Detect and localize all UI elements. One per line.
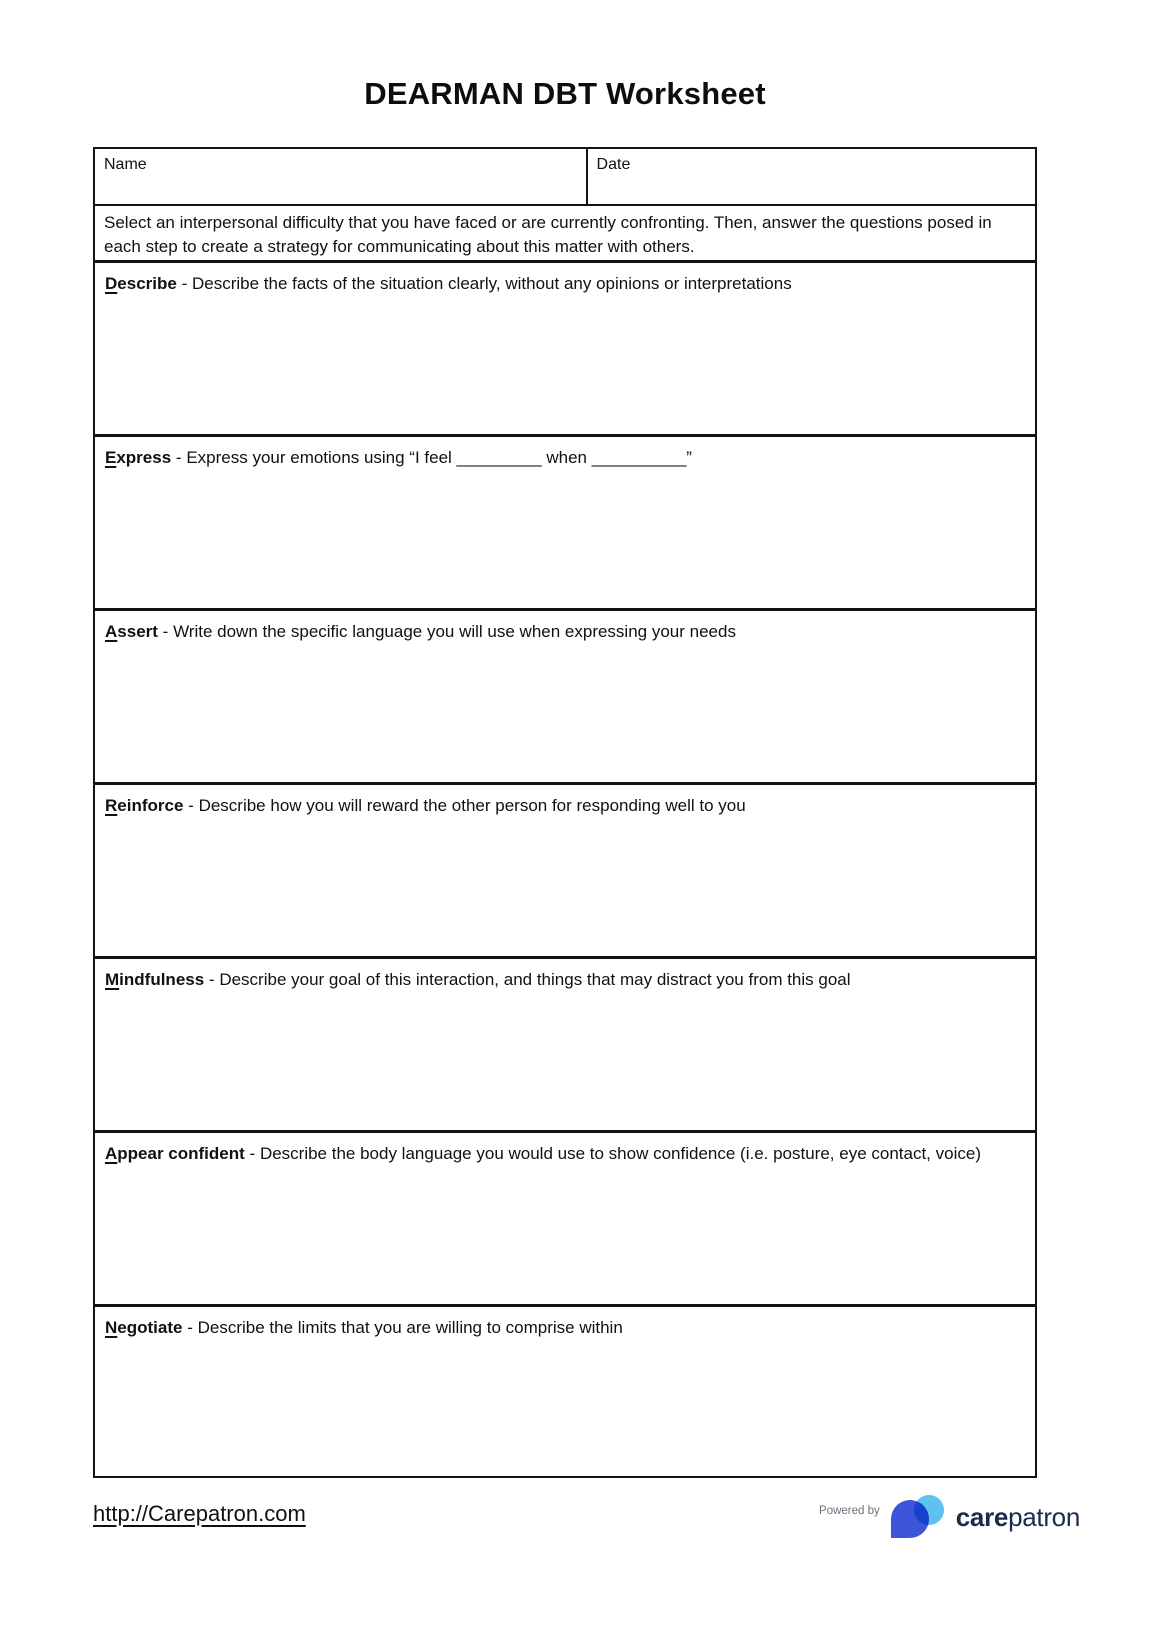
section-separator: - — [162, 622, 169, 641]
section-description: Describe the body language you would use to show confidence (i.e. posture, eye contact, voice) — [259, 1144, 981, 1163]
section-letter: A — [105, 1144, 118, 1163]
section-title — [105, 970, 204, 989]
date-input[interactable] — [597, 174, 1026, 200]
page-title: DEARMAN DBT Worksheet — [364, 76, 766, 111]
section-title-rest: egotiate — [117, 1318, 183, 1337]
section-title-rest: ppear confident — [117, 1144, 245, 1163]
section-assert-input[interactable] — [105, 644, 1025, 782]
section-title-rest: ssert — [117, 622, 158, 641]
section-separator: - — [175, 448, 182, 467]
section-header — [105, 620, 1025, 644]
date-label: Date — [596, 156, 631, 173]
section-title — [105, 796, 183, 815]
section-title — [105, 1144, 245, 1163]
name-date-row — [95, 149, 1035, 206]
section-assert — [95, 608, 1035, 782]
section-express — [95, 434, 1035, 608]
footer-link[interactable]: http://Carepatron.com — [93, 1501, 306, 1526]
logo-bubble-light — [914, 1495, 944, 1525]
date-field[interactable] — [588, 149, 1035, 204]
section-description: Describe the limits that you are willing to comprise within — [197, 1318, 623, 1337]
powered-by-label: Powered by — [819, 1505, 880, 1517]
section-mindfulness-input[interactable] — [105, 992, 1025, 1130]
section-header — [105, 446, 1025, 470]
section-title — [105, 448, 171, 467]
section-header — [105, 794, 1025, 818]
carepatron-wordmark — [956, 1502, 1080, 1533]
section-header — [105, 968, 1025, 992]
brand-care: care — [955, 1501, 1009, 1532]
section-letter: N — [105, 1318, 118, 1337]
section-description: Write down the specific language you will use when expressing your needs — [173, 622, 736, 641]
section-express-input[interactable] — [105, 470, 1025, 608]
section-reinforce — [95, 782, 1035, 956]
section-title-rest: escribe — [117, 274, 177, 293]
section-describe-input[interactable] — [105, 296, 1025, 434]
section-separator: - — [181, 274, 188, 293]
section-description: Express your emotions using “I feel _________ when __________” — [186, 448, 692, 467]
powered-by-block — [819, 1494, 1080, 1540]
section-title-rest: xpress — [116, 448, 172, 467]
section-letter: M — [105, 970, 120, 989]
section-title — [105, 622, 158, 641]
section-negotiate-input[interactable] — [105, 1340, 1025, 1476]
section-reinforce-input[interactable] — [105, 818, 1025, 956]
carepatron-logo-icon — [891, 1495, 945, 1539]
section-mindfulness — [95, 956, 1035, 1130]
section-header — [105, 1142, 1025, 1166]
section-title — [105, 274, 177, 293]
name-input[interactable] — [104, 174, 577, 200]
section-separator: - — [208, 970, 215, 989]
section-separator: - — [187, 1318, 193, 1337]
section-title-rest: einforce — [117, 796, 184, 815]
section-letter: D — [105, 274, 118, 293]
section-separator: - — [249, 1144, 256, 1163]
section-letter: A — [105, 622, 118, 641]
section-letter: R — [105, 796, 118, 815]
section-appear-confident-input[interactable] — [105, 1166, 1025, 1304]
section-description: Describe how you will reward the other person for responding well to you — [198, 796, 746, 815]
section-letter: E — [105, 448, 117, 467]
instructions-text: Select an interpersonal difficulty that you have faced or are currently confronting. Then, answer the questions posed in each step to create a strategy for communicating about this matter with others. — [104, 213, 992, 256]
section-description: Describe the facts of the situation clearly, without any opinions or interpretations — [191, 274, 792, 293]
name-label: Name — [104, 156, 147, 173]
name-field[interactable] — [95, 149, 588, 204]
section-title-rest: indfulness — [119, 970, 205, 989]
section-negotiate — [95, 1304, 1035, 1476]
brand-patron: patron — [1008, 1501, 1080, 1532]
section-header — [105, 1316, 1025, 1340]
section-separator: - — [188, 796, 194, 815]
section-title — [105, 1318, 182, 1337]
section-describe — [95, 260, 1035, 434]
section-header — [105, 272, 1025, 296]
worksheet-table — [93, 147, 1037, 1478]
section-description: Describe your goal of this interaction, and things that may distract you from this goal — [219, 970, 851, 989]
section-appear-confident — [95, 1130, 1035, 1304]
